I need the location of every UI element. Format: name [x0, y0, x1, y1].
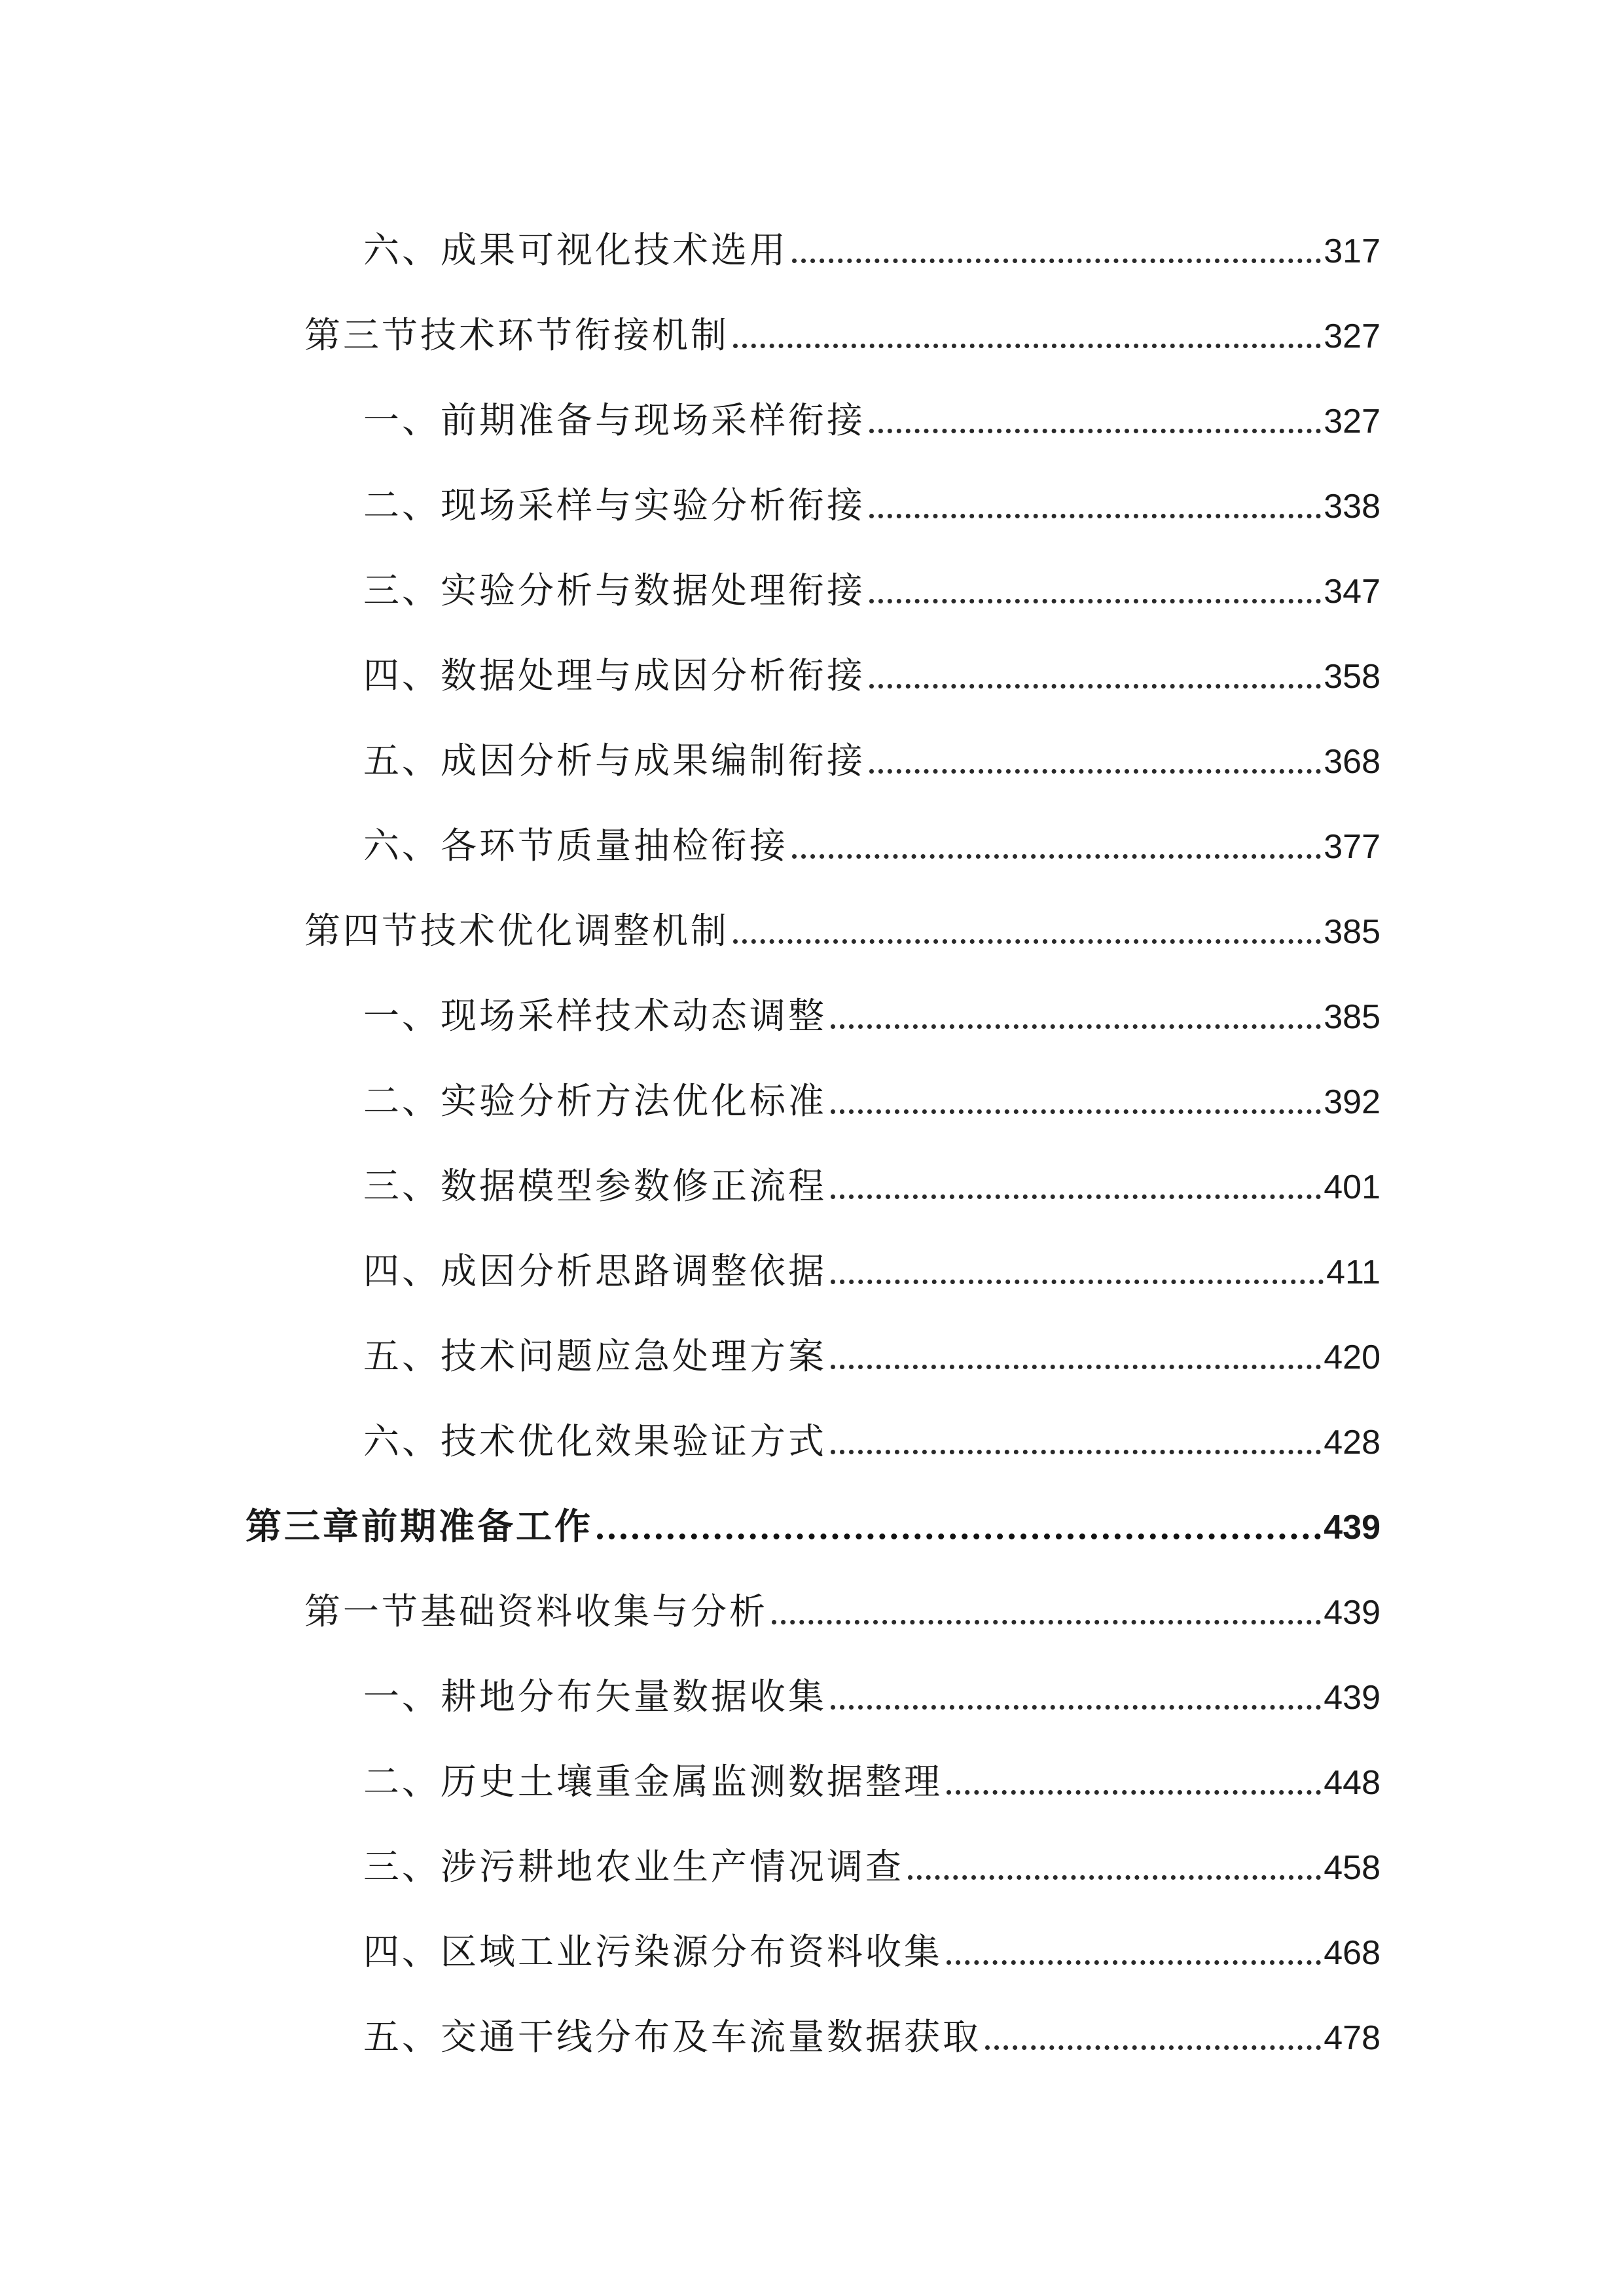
- toc-entry-page: 327: [1324, 317, 1380, 355]
- toc-entry-title: 第四节技术优化调整机制: [304, 910, 730, 952]
- toc-entry-page: 458: [1324, 1849, 1380, 1887]
- toc-entry-chapter[interactable]: [245, 1486, 1380, 1545]
- toc-entry-title: 一、前期准备与现场采样衔接: [363, 399, 866, 441]
- toc-entry-title: 六、技术优化效果验证方式: [363, 1420, 827, 1462]
- dot-leader: [831, 1024, 1321, 1029]
- toc-entry[interactable]: [363, 465, 1380, 524]
- dot-leader: [908, 1875, 1321, 1880]
- dot-leader: [831, 1450, 1321, 1454]
- dot-leader: [947, 1790, 1321, 1795]
- dot-leader: [985, 2045, 1321, 2050]
- toc-entry[interactable]: [363, 1316, 1380, 1377]
- dot-leader: [831, 1365, 1321, 1369]
- toc-entry[interactable]: [363, 550, 1380, 609]
- toc-entry[interactable]: [363, 1401, 1380, 1460]
- toc-entry-page: 377: [1324, 828, 1380, 866]
- toc-entry-page: 428: [1324, 1424, 1380, 1462]
- dot-leader: [947, 1960, 1321, 1965]
- dot-leader: [869, 514, 1321, 518]
- toc-entry-title: 一、耕地分布矢量数据收集: [363, 1676, 827, 1717]
- toc-entry-page: 478: [1324, 2019, 1380, 2057]
- toc-entry-title: 六、成果可视化技术选用: [363, 229, 789, 271]
- toc-entry-page: 317: [1324, 232, 1380, 270]
- dot-leader: [597, 1534, 1321, 1539]
- toc-entry[interactable]: [363, 1656, 1380, 1715]
- toc-entry-title: 四、成因分析思路调整依据: [363, 1250, 827, 1292]
- toc-entry-page: 448: [1324, 1764, 1380, 1802]
- toc-entry[interactable]: [363, 1826, 1380, 1888]
- toc-entry-page: 420: [1324, 1338, 1380, 1376]
- toc-entry[interactable]: [363, 1060, 1380, 1122]
- toc-entry[interactable]: [304, 295, 1380, 356]
- toc-entry[interactable]: [363, 1230, 1380, 1292]
- toc-entry-page: 392: [1324, 1083, 1380, 1121]
- toc-entry-title: 第一节基础资料收集与分析: [304, 1590, 768, 1632]
- toc-entry[interactable]: [363, 1145, 1380, 1207]
- toc-entry[interactable]: [363, 805, 1380, 867]
- toc-entry-page: 358: [1324, 658, 1380, 696]
- toc-entry-page: 368: [1324, 743, 1380, 781]
- toc-entry-title: 二、现场采样与实验分析衔接: [363, 484, 866, 526]
- dot-leader: [831, 1280, 1324, 1284]
- toc-entry-title: 第三章前期准备工作: [245, 1505, 594, 1547]
- toc-entry-title: 五、技术问题应急处理方案: [363, 1335, 827, 1377]
- toc-entry[interactable]: [304, 890, 1380, 952]
- toc-entry-page: 385: [1324, 913, 1380, 951]
- toc-entry-title: 六、各环节质量抽检衔接: [363, 825, 789, 867]
- toc-entry[interactable]: [363, 1996, 1380, 2058]
- dot-leader: [733, 344, 1321, 348]
- toc-entry-page: 401: [1324, 1168, 1380, 1206]
- toc-entry-title: 三、实验分析与数据处理衔接: [363, 569, 866, 611]
- toc-entry-page: 411: [1326, 1253, 1380, 1291]
- toc-entry-title: 三、数据模型参数修正流程: [363, 1165, 827, 1207]
- dot-leader: [792, 259, 1321, 263]
- dot-leader: [831, 1109, 1321, 1114]
- toc-entry[interactable]: [363, 975, 1380, 1037]
- toc-entry[interactable]: [363, 380, 1380, 439]
- toc-entry-page: 327: [1324, 403, 1380, 440]
- toc-entry-title: 二、历史土壤重金属监测数据整理: [363, 1761, 943, 1803]
- toc-entry[interactable]: [363, 1741, 1380, 1803]
- dot-leader: [869, 429, 1321, 433]
- dot-leader: [792, 854, 1321, 859]
- toc-entry-title: 五、交通干线分布及车流量数据获取: [363, 2016, 982, 2058]
- dot-leader: [869, 599, 1321, 603]
- toc-entry-title: 二、实验分析方法优化标准: [363, 1080, 827, 1122]
- toc-entry[interactable]: [363, 720, 1380, 779]
- toc-entry-title: 四、区域工业污染源分布资料收集: [363, 1931, 943, 1973]
- toc-entry-title: 第三节技术环节衔接机制: [304, 314, 730, 356]
- dot-leader: [831, 1194, 1321, 1199]
- dot-leader: [869, 684, 1321, 689]
- toc-entry[interactable]: [304, 1571, 1380, 1630]
- toc-entry-page: 439: [1324, 1679, 1380, 1717]
- toc-entry-page: 439: [1324, 1594, 1380, 1632]
- toc-entry[interactable]: [363, 209, 1380, 271]
- toc-entry-page: 385: [1324, 998, 1380, 1036]
- toc-entry[interactable]: [363, 1911, 1380, 1973]
- toc-entry-title: 五、成因分析与成果编制衔接: [363, 740, 866, 781]
- toc-entry-page: 468: [1324, 1934, 1380, 1972]
- toc-entry-title: 三、涉污耕地农业生产情况调查: [363, 1846, 905, 1888]
- toc-entry-page: 338: [1324, 488, 1380, 526]
- toc-entry-page: 439: [1324, 1509, 1380, 1547]
- dot-leader: [772, 1620, 1321, 1624]
- toc-entry-title: 一、现场采样技术动态调整: [363, 995, 827, 1037]
- toc-entry-page: 347: [1324, 573, 1380, 611]
- dot-leader: [831, 1705, 1321, 1710]
- toc-entry-title: 四、数据处理与成因分析衔接: [363, 655, 866, 696]
- dot-leader: [869, 769, 1321, 774]
- toc-entry[interactable]: [363, 635, 1380, 694]
- dot-leader: [733, 939, 1321, 944]
